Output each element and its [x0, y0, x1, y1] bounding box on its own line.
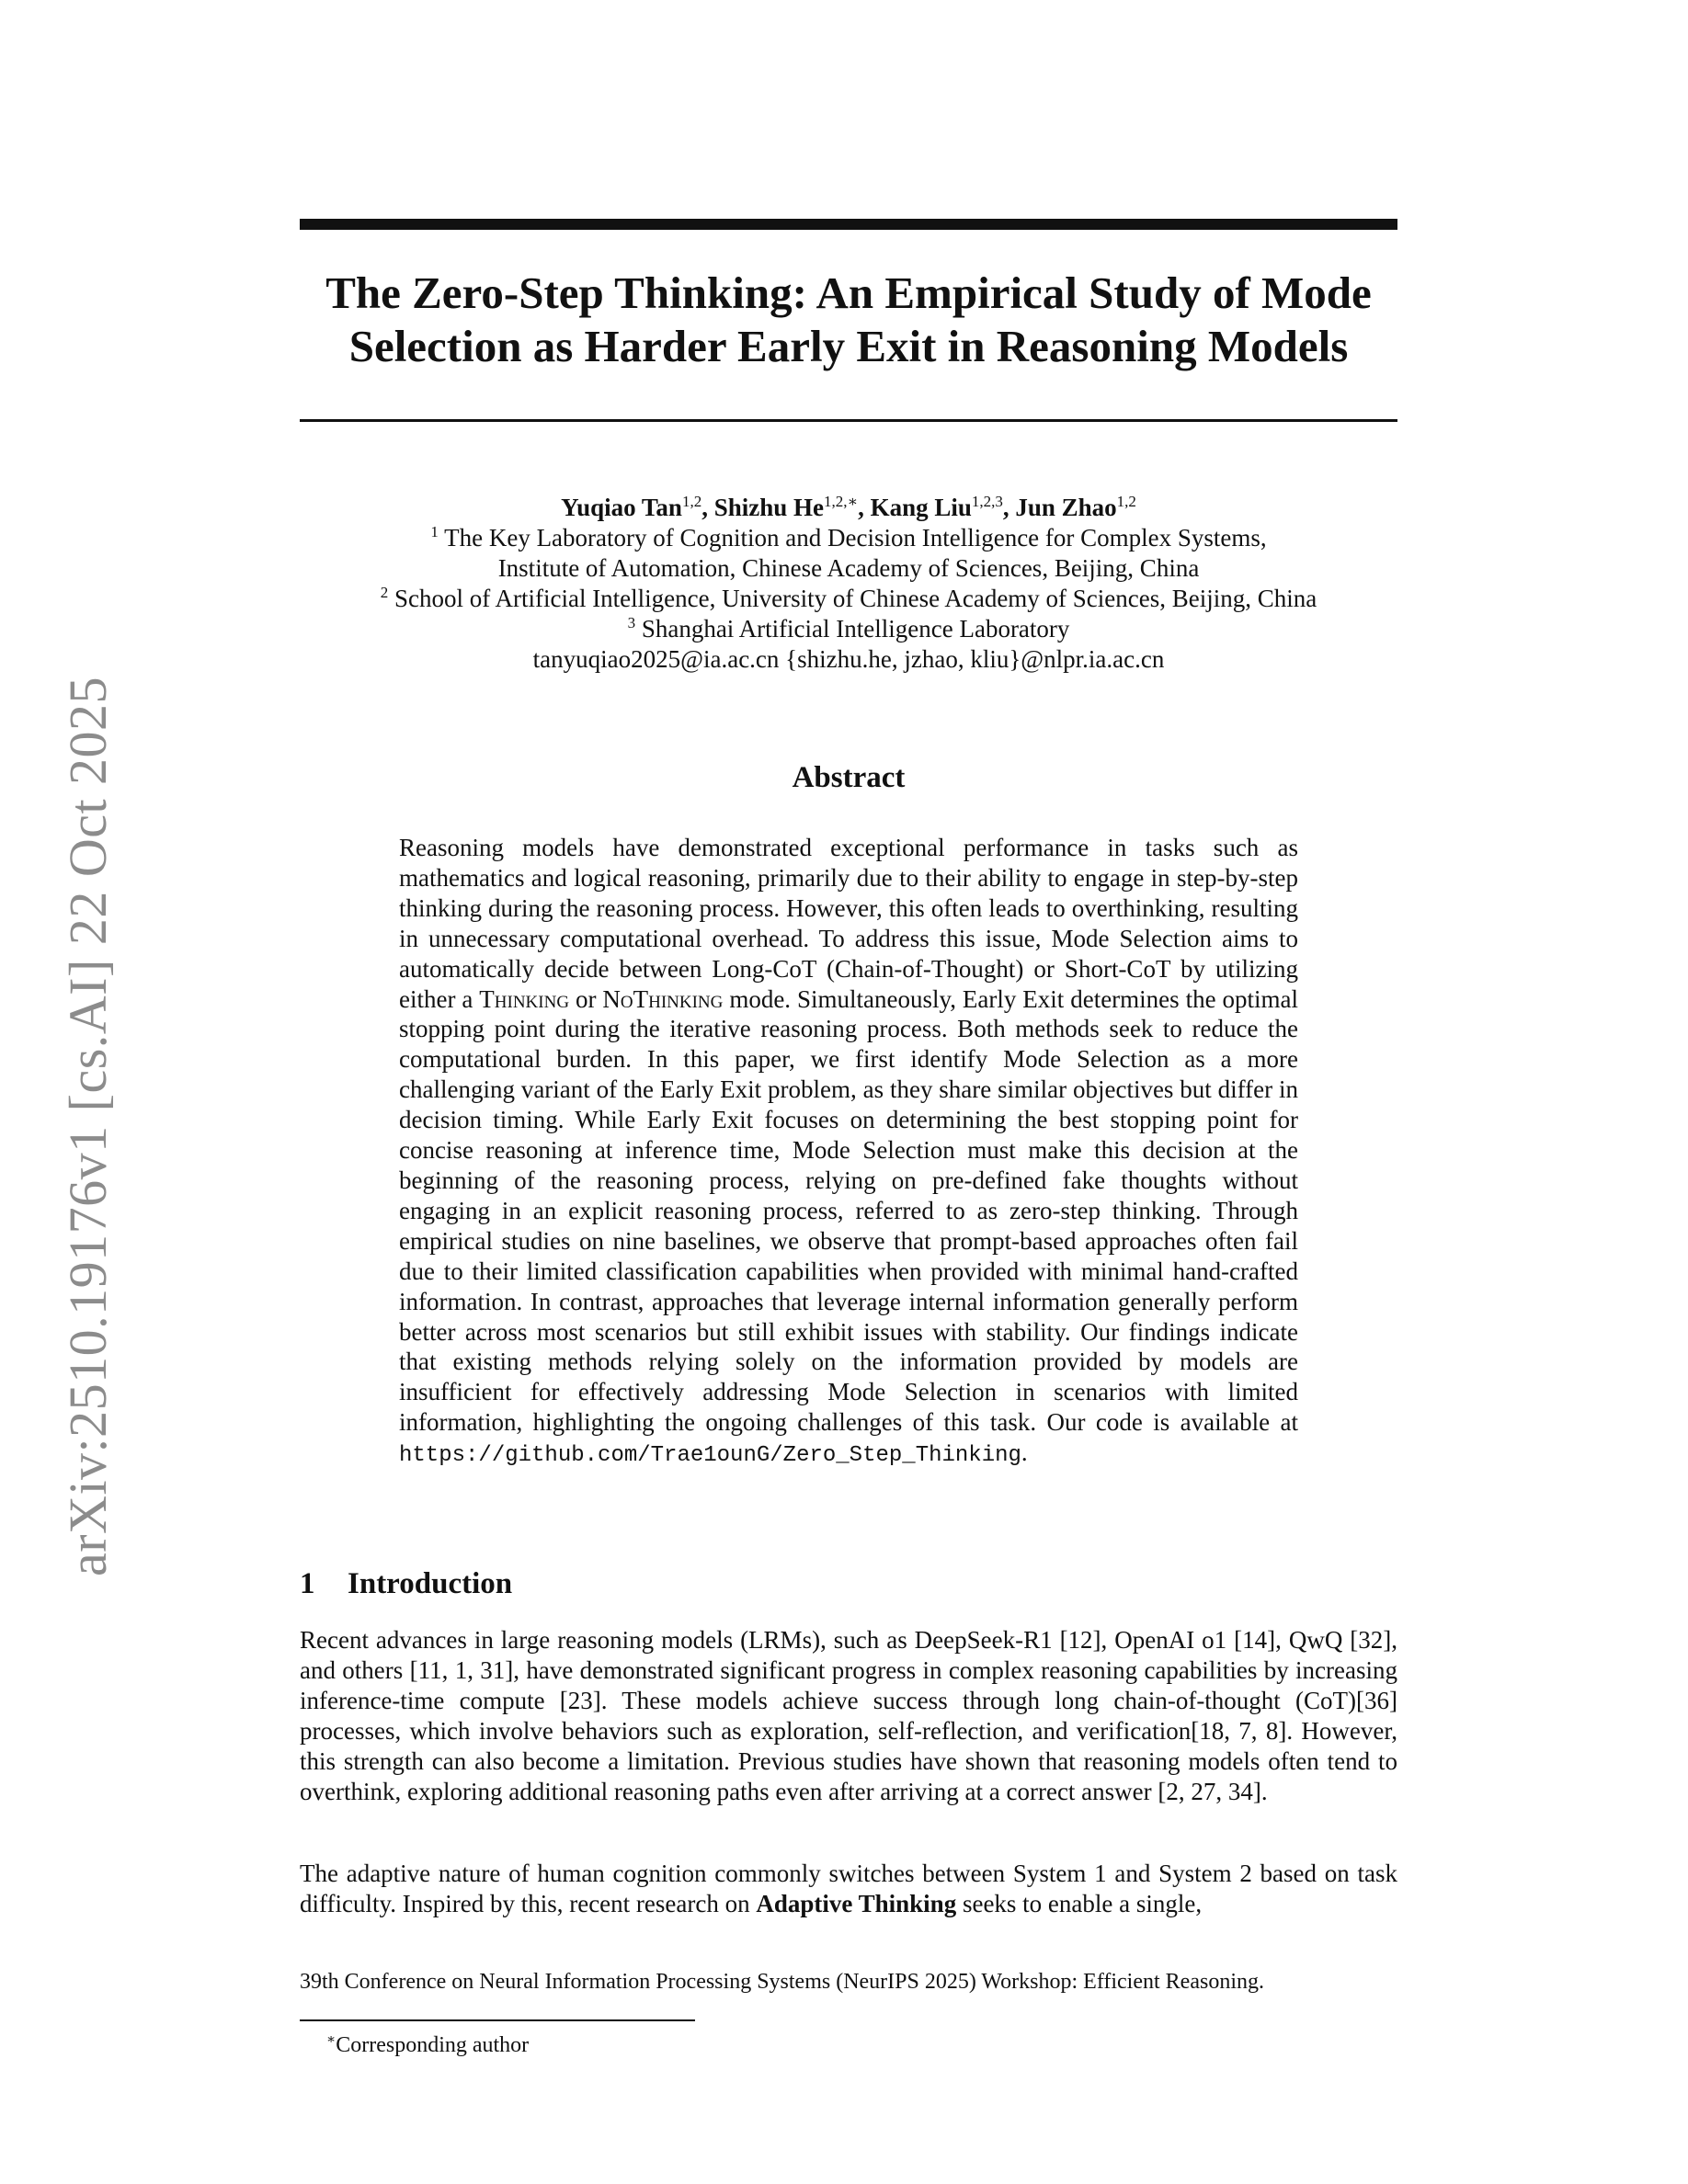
author-affiliation-mark: 1,2,3	[971, 493, 1003, 510]
abstract-text: or	[569, 984, 603, 1013]
author-separator: ,	[701, 494, 714, 521]
paragraph-text: seeks to enable a single,	[956, 1889, 1203, 1917]
paper-title: The Zero-Step Thinking: An Empirical Study of Mode Selection as Harder Early Exit in Reasoning Models	[325, 267, 1372, 371]
author-name: Kang Liu	[870, 494, 972, 521]
author-name: Yuqiao Tan	[561, 494, 682, 521]
affiliation-mark: 3	[627, 614, 636, 631]
affiliation-text: The Key Laboratory of Cognition and Decision Intelligence for Complex Systems,	[438, 524, 1267, 552]
affiliation-text: School of Artificial Intelligence, University of Chinese Academy of Sciences, Beijing, China	[388, 585, 1317, 612]
footnote-text: Corresponding author	[336, 2033, 530, 2057]
code-repository-link[interactable]: https://github.com/Trae1ounG/Zero_Step_Thinking	[399, 1443, 1021, 1469]
author-name: Jun Zhao	[1015, 494, 1117, 521]
venue-note: 39th Conference on Neural Information Processing Systems (NeurIPS 2025) Workshop: Efficient Reasoning.	[300, 1970, 1264, 1994]
footnote-rule	[300, 2019, 695, 2021]
abstract-text: Reasoning models have demonstrated exceptional performance in tasks such as mathematics and logical reasoning, primarily due to their ability to engage in step-by-step thinking during the reasoning process. However, this often leads to overthinking, resulting in unnecessary computational overhead. To address this issue, Mode Selection aims to automatically decide between Long-CoT (Chain-of-Thought) or Short-CoT by utilizing either a	[399, 834, 1298, 1013]
author-separator: ,	[1002, 494, 1016, 521]
intro-paragraph: Recent advances in large reasoning models (LRMs), such as DeepSeek-R1 [12], OpenAI o1 [14], QwQ [32], and others [11, 1, 31], have demonstrated significant progress in complex reasoning capabilities by increasing inference-time compute [23]. These models achieve success through long chain-of-thought (CoT)[36] processes, which involve behaviors such as exploration, self-reflection, and verification[18, 7, 8]. However, this strength can also become a limitation. Previous studies have shown that reasoning models often tend to overthink, exploring additional reasoning paths even after arriving at a correct answer [2, 27, 34].	[300, 1626, 1397, 1805]
author-affiliation-mark: 1,2,∗	[824, 493, 859, 510]
footnote	[326, 2033, 529, 2058]
adaptive-thinking-term: Adaptive Thinking	[756, 1889, 957, 1917]
footnote-mark: ∗	[326, 2032, 336, 2047]
abstract-text: .	[1021, 1439, 1028, 1467]
affiliation-mark: 2	[380, 584, 389, 601]
affiliation-line	[276, 553, 1421, 584]
affiliation-text: Shanghai Artificial Intelligence Laboratory	[635, 615, 1070, 643]
title-top-rule	[300, 219, 1397, 230]
section-heading-introduction	[300, 1567, 512, 1601]
section-title: Introduction	[348, 1567, 513, 1600]
paragraph-text: The adaptive nature of human cognition commonly switches between System 1 and System 2 based on task difficulty. Inspired by this, recent research on	[300, 1860, 1397, 1917]
author-affiliation-mark: 1,2	[681, 493, 702, 510]
affiliation-line	[276, 523, 1421, 553]
abstract-body	[399, 833, 1298, 1472]
author-separator: ,	[858, 494, 871, 521]
arxiv-identifier-stamp: arXiv:2510.19176v1 [cs.AI] 22 Oct 2025	[58, 676, 118, 1576]
title-bottom-rule	[300, 419, 1397, 422]
thinking-mode-term: Thinking	[479, 984, 570, 1013]
author-list	[276, 493, 1421, 523]
intro-paragraph	[300, 1859, 1397, 1919]
author-affiliation-mark: 1,2	[1116, 493, 1136, 510]
author-block	[276, 493, 1421, 675]
author-emails: tanyuqiao2025@ia.ac.cn {shizhu.he, jzhao, kliu}@nlpr.ia.ac.cn	[532, 645, 1165, 673]
affiliation-text: Institute of Automation, Chinese Academy of Sciences, Beijing, China	[497, 554, 1200, 582]
nothinking-mode-term: NoThinking	[602, 984, 724, 1013]
affiliation-line	[276, 584, 1421, 614]
author-name: Shizhu He	[713, 494, 824, 521]
abstract-heading: Abstract	[792, 761, 906, 794]
affiliation-line	[276, 614, 1421, 644]
section-number: 1	[300, 1567, 315, 1600]
abstract-text: mode. Simultaneously, Early Exit determines the optimal stopping point during the iterative reasoning process. Both methods seek to reduce the computational burden. In this paper, we first identify Mode Selection as a more challenging variant of the Early Exit problem, as they share similar objectives but differ in decision timing. While Early Exit focuses on determining the best stopping point for concise reasoning at inference time, Mode Selection must make this decision at the beginning of the reasoning process, relying on pre-defined fake thoughts without engaging in an explicit reasoning process, referred to as zero-step thinking. Through empirical studies on nine baselines, we observe that prompt-based approaches often fail due to their limited classification capabilities when provided with minimal hand-crafted information. In contrast, approaches that leverage internal information generally perform better across most scenarios but still exhibit issues with stability. Our findings indicate that existing methods relying solely on the information provided by models are insufficient for effectively addressing Mode Selection in scenarios with limited information, highlighting the ongoing challenges of this task. Our code is available at	[399, 984, 1298, 1437]
affiliation-mark: 1	[430, 523, 439, 540]
